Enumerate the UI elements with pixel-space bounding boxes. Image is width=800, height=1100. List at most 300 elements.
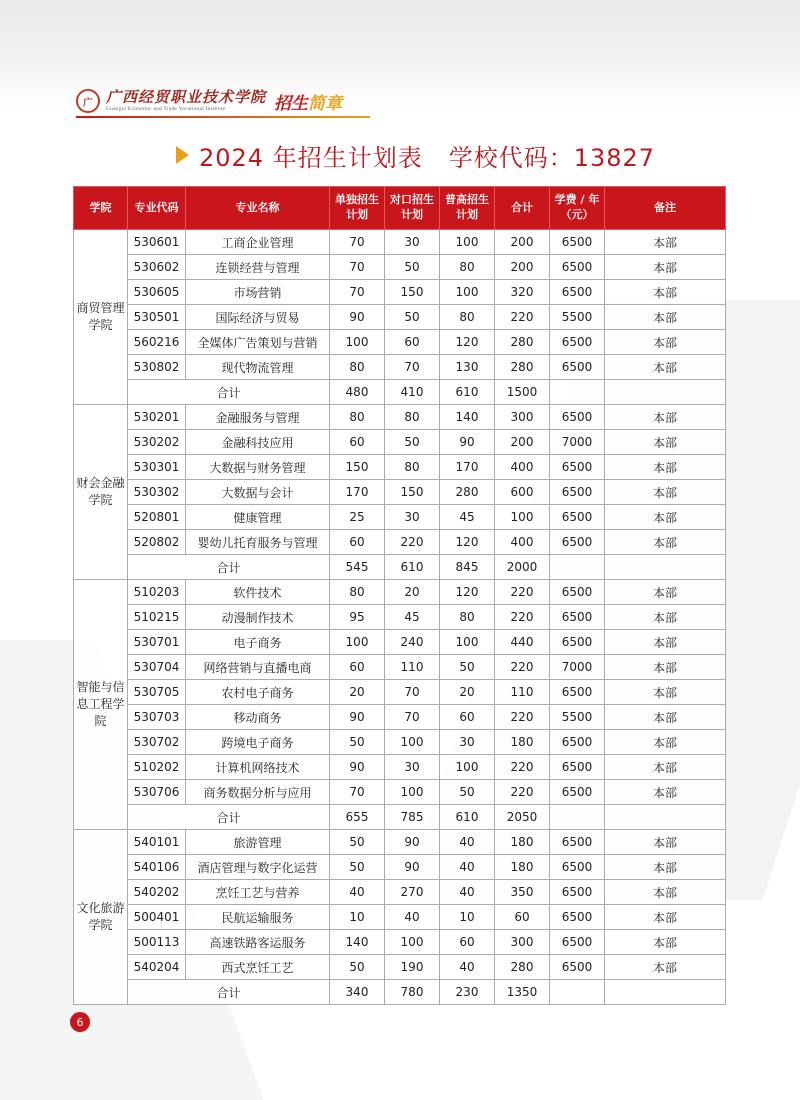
- table-cell: 220: [495, 655, 550, 680]
- table-cell: 180: [495, 730, 550, 755]
- table-cell: 6500: [550, 905, 605, 930]
- table-cell: 40: [385, 905, 440, 930]
- subtotal-cell: 785: [385, 805, 440, 830]
- table-cell: 6500: [550, 255, 605, 280]
- table-row: [74, 680, 726, 705]
- table-cell: 50: [330, 730, 385, 755]
- table-cell: 400: [495, 530, 550, 555]
- table-cell: 本部: [605, 905, 726, 930]
- table-cell: 530705: [128, 680, 186, 705]
- table-cell: 健康管理: [186, 505, 330, 530]
- table-header-row: [74, 187, 726, 230]
- table-cell: 本部: [605, 455, 726, 480]
- table-cell: 110: [495, 680, 550, 705]
- table-cell: 50: [385, 255, 440, 280]
- table-cell: 6500: [550, 280, 605, 305]
- table-row: [74, 830, 726, 855]
- table-cell: 市场营销: [186, 280, 330, 305]
- table-cell: 140: [330, 930, 385, 955]
- table-cell: 200: [495, 230, 550, 255]
- table-cell: 高速铁路客运服务: [186, 930, 330, 955]
- table-cell: 150: [385, 480, 440, 505]
- page-title: [176, 138, 655, 172]
- subtotal-row: [74, 980, 726, 1005]
- table-cell: 6500: [550, 880, 605, 905]
- subtotal-cell: 780: [385, 980, 440, 1005]
- table-cell: 西式烹饪工艺: [186, 955, 330, 980]
- table-cell: 6500: [550, 530, 605, 555]
- empty-cell: [605, 380, 726, 405]
- table-cell: 30: [385, 755, 440, 780]
- table-cell: 6500: [550, 230, 605, 255]
- table-cell: 25: [330, 505, 385, 530]
- table-cell: 50: [385, 305, 440, 330]
- table-cell: 45: [385, 605, 440, 630]
- table-cell: 220: [495, 605, 550, 630]
- table-cell: 170: [330, 480, 385, 505]
- table-cell: 270: [385, 880, 440, 905]
- table-cell: 30: [385, 230, 440, 255]
- table-cell: 国际经济与贸易: [186, 305, 330, 330]
- table-row: [74, 755, 726, 780]
- subtotal-cell: 2000: [495, 555, 550, 580]
- table-cell: 100: [440, 630, 495, 655]
- column-header: 对口招生计划: [385, 187, 440, 230]
- table-cell: 本部: [605, 505, 726, 530]
- subtotal-label: 合计: [128, 380, 330, 405]
- table-cell: 120: [440, 580, 495, 605]
- table-cell: 120: [440, 330, 495, 355]
- table-cell: 6500: [550, 755, 605, 780]
- table-cell: 560216: [128, 330, 186, 355]
- table-cell: 6500: [550, 330, 605, 355]
- table-cell: 本部: [605, 630, 726, 655]
- college-name-cell: 财会金融学院: [74, 405, 128, 580]
- table-row: [74, 705, 726, 730]
- subtotal-cell: 610: [440, 805, 495, 830]
- table-cell: 220: [495, 780, 550, 805]
- title-text: 2024 年招生计划表: [199, 143, 423, 172]
- table-cell: 6500: [550, 930, 605, 955]
- table-cell: 70: [385, 705, 440, 730]
- table-cell: 530202: [128, 430, 186, 455]
- table-cell: 90: [330, 755, 385, 780]
- table-cell: 酒店管理与数字化运营: [186, 855, 330, 880]
- table-cell: 300: [495, 405, 550, 430]
- table-cell: 530301: [128, 455, 186, 480]
- table-cell: 网络营销与直播电商: [186, 655, 330, 680]
- empty-cell: [550, 980, 605, 1005]
- table-cell: 本部: [605, 855, 726, 880]
- table-cell: 80: [385, 455, 440, 480]
- table-cell: 530702: [128, 730, 186, 755]
- table-row: [74, 430, 726, 455]
- table-cell: 6500: [550, 580, 605, 605]
- table-cell: 本部: [605, 580, 726, 605]
- subtotal-label: 合计: [128, 980, 330, 1005]
- table-cell: 350: [495, 880, 550, 905]
- table-cell: 530703: [128, 705, 186, 730]
- table-cell: 90: [330, 705, 385, 730]
- table-cell: 90: [330, 305, 385, 330]
- table-row: [74, 255, 726, 280]
- table-cell: 20: [385, 580, 440, 605]
- table-cell: 280: [440, 480, 495, 505]
- table-cell: 70: [330, 230, 385, 255]
- table-cell: 530704: [128, 655, 186, 680]
- table-cell: 7000: [550, 655, 605, 680]
- table-cell: 婴幼儿托育服务与管理: [186, 530, 330, 555]
- brochure-label-part2: 简章: [308, 93, 343, 114]
- table-cell: 60: [330, 430, 385, 455]
- table-cell: 50: [330, 955, 385, 980]
- table-cell: 60: [330, 655, 385, 680]
- table-row: [74, 305, 726, 330]
- table-cell: 510215: [128, 605, 186, 630]
- table-cell: 200: [495, 430, 550, 455]
- table-cell: 动漫制作技术: [186, 605, 330, 630]
- table-cell: 本部: [605, 730, 726, 755]
- table-cell: 70: [385, 355, 440, 380]
- subtotal-cell: 1350: [495, 980, 550, 1005]
- table-cell: 530701: [128, 630, 186, 655]
- table-cell: 本部: [605, 830, 726, 855]
- table-cell: 530601: [128, 230, 186, 255]
- table-cell: 农村电子商务: [186, 680, 330, 705]
- subtotal-label: 合计: [128, 805, 330, 830]
- table-cell: 530706: [128, 780, 186, 805]
- table-cell: 60: [440, 930, 495, 955]
- table-cell: 本部: [605, 655, 726, 680]
- table-cell: 工商企业管理: [186, 230, 330, 255]
- table-cell: 220: [495, 705, 550, 730]
- table-cell: 530602: [128, 255, 186, 280]
- table-cell: 移动商务: [186, 705, 330, 730]
- subtotal-cell: 610: [385, 555, 440, 580]
- table-cell: 50: [440, 655, 495, 680]
- college-name-cell: 智能与信息工程学院: [74, 580, 128, 830]
- table-cell: 6500: [550, 830, 605, 855]
- table-cell: 烹饪工艺与营养: [186, 880, 330, 905]
- enrollment-plan-table: [73, 186, 726, 1005]
- table-cell: 本部: [605, 930, 726, 955]
- table-cell: 100: [385, 780, 440, 805]
- school-name-en: Guangxi Economic and Trade Vocational Institute: [106, 105, 226, 112]
- college-name-cell: 文化旅游学院: [74, 830, 128, 1005]
- table-row: [74, 280, 726, 305]
- table-cell: 50: [330, 830, 385, 855]
- table-cell: 320: [495, 280, 550, 305]
- table-cell: 180: [495, 855, 550, 880]
- table-row: [74, 930, 726, 955]
- subtotal-cell: 655: [330, 805, 385, 830]
- subtotal-label: 合计: [128, 555, 330, 580]
- table-cell: 7000: [550, 430, 605, 455]
- table-cell: 本部: [605, 255, 726, 280]
- subtotal-cell: 480: [330, 380, 385, 405]
- table-cell: 280: [495, 330, 550, 355]
- table-cell: 20: [440, 680, 495, 705]
- table-cell: 本部: [605, 355, 726, 380]
- table-cell: 80: [440, 255, 495, 280]
- header-underline: [76, 116, 370, 118]
- table-cell: 6500: [550, 680, 605, 705]
- table-cell: 90: [385, 855, 440, 880]
- table-cell: 80: [385, 405, 440, 430]
- table-row: [74, 605, 726, 630]
- table-cell: 10: [440, 905, 495, 930]
- table-cell: 190: [385, 955, 440, 980]
- table-cell: 计算机网络技术: [186, 755, 330, 780]
- table-cell: 540106: [128, 855, 186, 880]
- brochure-label-part1: 招生: [274, 93, 309, 114]
- table-cell: 540204: [128, 955, 186, 980]
- table-cell: 520802: [128, 530, 186, 555]
- table-cell: 280: [495, 355, 550, 380]
- table-row: [74, 480, 726, 505]
- table-cell: 6500: [550, 505, 605, 530]
- table-cell: 220: [495, 305, 550, 330]
- table-cell: 90: [385, 830, 440, 855]
- subtotal-cell: 340: [330, 980, 385, 1005]
- table-cell: 100: [385, 930, 440, 955]
- table-cell: 本部: [605, 605, 726, 630]
- table-cell: 510202: [128, 755, 186, 780]
- table-row: [74, 505, 726, 530]
- table-row: [74, 955, 726, 980]
- table-cell: 5500: [550, 705, 605, 730]
- empty-cell: [550, 380, 605, 405]
- table-cell: 530501: [128, 305, 186, 330]
- table-row: [74, 780, 726, 805]
- table-cell: 530201: [128, 405, 186, 430]
- table-body: [74, 230, 726, 1005]
- table-cell: 跨境电子商务: [186, 730, 330, 755]
- table-cell: 120: [440, 530, 495, 555]
- table-cell: 6500: [550, 730, 605, 755]
- subtotal-cell: 410: [385, 380, 440, 405]
- table-cell: 70: [385, 680, 440, 705]
- table-cell: 540202: [128, 880, 186, 905]
- table-cell: 本部: [605, 530, 726, 555]
- table-cell: 40: [440, 880, 495, 905]
- column-header: 学院: [74, 187, 128, 230]
- empty-cell: [550, 555, 605, 580]
- table-cell: 民航运输服务: [186, 905, 330, 930]
- column-header: 合计: [495, 187, 550, 230]
- table-cell: 100: [440, 755, 495, 780]
- table-cell: 金融服务与管理: [186, 405, 330, 430]
- table-cell: 本部: [605, 405, 726, 430]
- table-cell: 60: [330, 530, 385, 555]
- table-row: [74, 455, 726, 480]
- table-cell: 600: [495, 480, 550, 505]
- subtotal-row: [74, 805, 726, 830]
- table-cell: 500113: [128, 930, 186, 955]
- table-cell: 80: [440, 605, 495, 630]
- table-cell: 100: [330, 630, 385, 655]
- table-row: [74, 630, 726, 655]
- table-cell: 6500: [550, 780, 605, 805]
- table-cell: 300: [495, 930, 550, 955]
- table-row: [74, 905, 726, 930]
- table-cell: 400: [495, 455, 550, 480]
- table-row: [74, 580, 726, 605]
- table-cell: 6500: [550, 355, 605, 380]
- column-header: 普高招生计划: [440, 187, 495, 230]
- table-cell: 本部: [605, 705, 726, 730]
- table-cell: 本部: [605, 755, 726, 780]
- table-cell: 40: [440, 830, 495, 855]
- table-cell: 280: [495, 955, 550, 980]
- table-cell: 6500: [550, 480, 605, 505]
- table-cell: 连锁经营与管理: [186, 255, 330, 280]
- subtotal-cell: 230: [440, 980, 495, 1005]
- brochure-header: [76, 84, 370, 118]
- table-cell: 240: [385, 630, 440, 655]
- subtotal-cell: 2050: [495, 805, 550, 830]
- table-cell: 100: [495, 505, 550, 530]
- table-cell: 80: [330, 355, 385, 380]
- table-cell: 本部: [605, 780, 726, 805]
- table-cell: 530302: [128, 480, 186, 505]
- table-cell: 40: [440, 855, 495, 880]
- table-cell: 540101: [128, 830, 186, 855]
- column-header: 单独招生计划: [330, 187, 385, 230]
- table-cell: 180: [495, 830, 550, 855]
- column-header: 学费 / 年（元）: [550, 187, 605, 230]
- table-cell: 本部: [605, 280, 726, 305]
- subtotal-cell: 1500: [495, 380, 550, 405]
- table-cell: 140: [440, 405, 495, 430]
- table-cell: 510203: [128, 580, 186, 605]
- table-cell: 6500: [550, 855, 605, 880]
- table-cell: 530605: [128, 280, 186, 305]
- table-cell: 5500: [550, 305, 605, 330]
- table-cell: 440: [495, 630, 550, 655]
- table-cell: 80: [440, 305, 495, 330]
- brochure-label: [274, 89, 342, 114]
- table-cell: 10: [330, 905, 385, 930]
- table-cell: 本部: [605, 680, 726, 705]
- table-cell: 220: [495, 580, 550, 605]
- table-cell: 软件技术: [186, 580, 330, 605]
- table-row: [74, 855, 726, 880]
- table-cell: 80: [330, 405, 385, 430]
- table-row: [74, 355, 726, 380]
- table-cell: 45: [440, 505, 495, 530]
- table-row: [74, 655, 726, 680]
- column-header: 专业代码: [128, 187, 186, 230]
- column-header: 备注: [605, 187, 726, 230]
- subtotal-row: [74, 380, 726, 405]
- empty-cell: [605, 555, 726, 580]
- table-cell: 70: [330, 255, 385, 280]
- table-cell: 50: [440, 780, 495, 805]
- table-row: [74, 330, 726, 355]
- table-cell: 95: [330, 605, 385, 630]
- table-cell: 现代物流管理: [186, 355, 330, 380]
- table-cell: 50: [330, 855, 385, 880]
- table-cell: 商务数据分析与应用: [186, 780, 330, 805]
- table-cell: 110: [385, 655, 440, 680]
- table-cell: 200: [495, 255, 550, 280]
- table-cell: 220: [495, 755, 550, 780]
- table-cell: 100: [440, 230, 495, 255]
- table-cell: 本部: [605, 880, 726, 905]
- table-cell: 50: [385, 430, 440, 455]
- school-logo-text: [106, 87, 267, 113]
- table-cell: 170: [440, 455, 495, 480]
- table-cell: 40: [440, 955, 495, 980]
- table-cell: 6500: [550, 455, 605, 480]
- table-cell: 6500: [550, 605, 605, 630]
- column-header: 专业名称: [186, 187, 330, 230]
- table-cell: 大数据与财务管理: [186, 455, 330, 480]
- table-cell: 60: [385, 330, 440, 355]
- table-cell: 20: [330, 680, 385, 705]
- subtotal-row: [74, 555, 726, 580]
- table-cell: 本部: [605, 430, 726, 455]
- table-row: [74, 230, 726, 255]
- triangle-arrow-icon: [176, 146, 189, 164]
- empty-cell: [605, 980, 726, 1005]
- table-cell: 金融科技应用: [186, 430, 330, 455]
- page-number: 6: [70, 1012, 90, 1032]
- table-cell: 本部: [605, 480, 726, 505]
- table-cell: 6500: [550, 630, 605, 655]
- table-cell: 本部: [605, 330, 726, 355]
- table-cell: 全媒体广告策划与营销: [186, 330, 330, 355]
- table-cell: 40: [330, 880, 385, 905]
- table-cell: 100: [440, 280, 495, 305]
- table-cell: 150: [330, 455, 385, 480]
- table-cell: 大数据与会计: [186, 480, 330, 505]
- table-cell: 30: [440, 730, 495, 755]
- school-seal-icon: 广: [76, 89, 100, 113]
- table-cell: 6500: [550, 955, 605, 980]
- college-name-cell: 商贸管理学院: [74, 230, 128, 405]
- empty-cell: [605, 805, 726, 830]
- subtotal-cell: 545: [330, 555, 385, 580]
- table-cell: 130: [440, 355, 495, 380]
- table-cell: 30: [385, 505, 440, 530]
- table-cell: 本部: [605, 955, 726, 980]
- empty-cell: [550, 805, 605, 830]
- table-cell: 100: [330, 330, 385, 355]
- table-cell: 旅游管理: [186, 830, 330, 855]
- table-cell: 500401: [128, 905, 186, 930]
- table-cell: 6500: [550, 405, 605, 430]
- table-cell: 60: [495, 905, 550, 930]
- table-cell: 70: [330, 780, 385, 805]
- table-cell: 电子商务: [186, 630, 330, 655]
- subtotal-cell: 610: [440, 380, 495, 405]
- table-cell: 530802: [128, 355, 186, 380]
- table-cell: 520801: [128, 505, 186, 530]
- table-row: [74, 530, 726, 555]
- table-row: [74, 880, 726, 905]
- table-cell: 80: [330, 580, 385, 605]
- table-row: [74, 730, 726, 755]
- table-cell: 本部: [605, 230, 726, 255]
- table-cell: 100: [385, 730, 440, 755]
- table-row: [74, 405, 726, 430]
- table-cell: 60: [440, 705, 495, 730]
- school-name-cn: 广西经贸职业技术学院: [106, 87, 267, 106]
- subtotal-cell: 845: [440, 555, 495, 580]
- table-cell: 220: [385, 530, 440, 555]
